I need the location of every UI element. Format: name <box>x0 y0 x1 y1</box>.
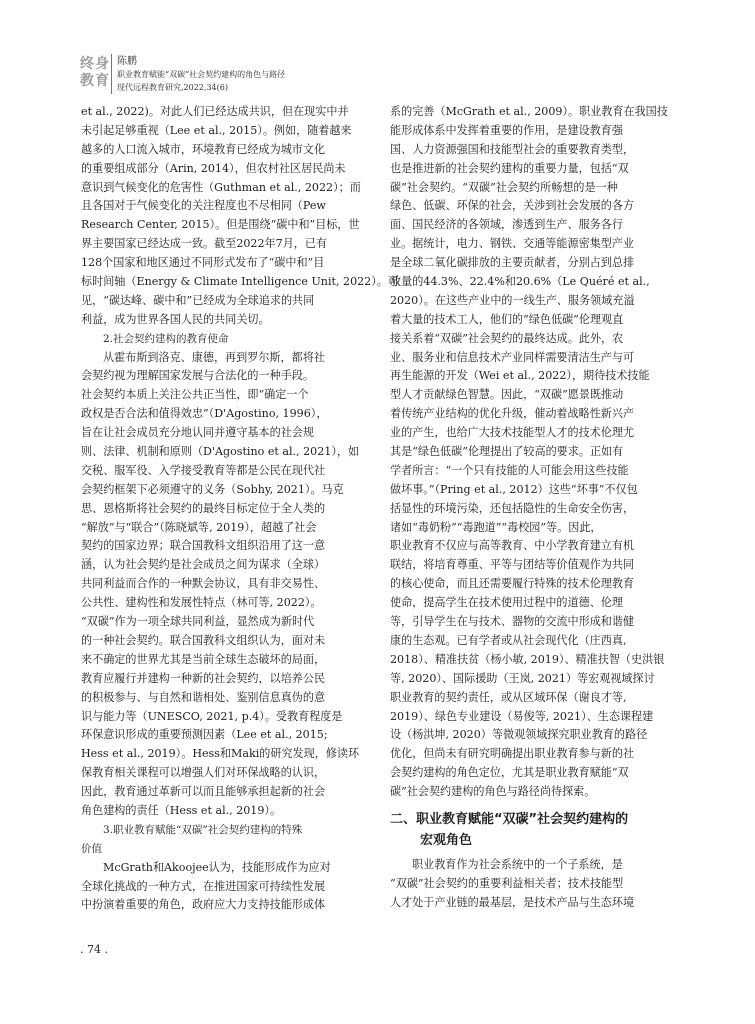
text-line: 识与能力等（UNESCO, 2021, p.4）。受教育程度是 <box>81 709 343 723</box>
text-line: 的积极参与、与自然和谐相处、鉴别信息真伪的意 <box>81 690 326 704</box>
text-line: “双碳”作为一项全球共同利益，显然成为新时代 <box>81 615 315 629</box>
text-line: 环保意识形成的重要预测因素（Lee et al., 2015; <box>81 728 328 742</box>
text-line: 使命，提高学生在技术使用过程中的道德、伦理 <box>390 596 623 610</box>
text-line: 交税、服军役、入学接受教育等都是公民在现代社 <box>81 463 326 477</box>
text-line: 角色建构的责任（Hess et al., 2019）。 <box>81 803 282 817</box>
text-line: 来不确定的世界尤其是当前全球生态破坏的局面， <box>81 652 326 666</box>
text-line: 2018）、精准扶贫（杨小敏, 2019）、精准扶智（史洪银 <box>390 652 665 666</box>
text-line: 3.职业教育赋能“双碳”社会契约建构的特殊 <box>103 823 303 836</box>
text-line: 也是推进新的社会契约建构的重要力量，包括“双 <box>390 161 629 175</box>
text-line: 2019）、绿色专业建设（易俊等, 2021）、生态课程建 <box>390 709 654 723</box>
text-line: 公共性、建构性和发展性特点（林可等, 2022）。 <box>81 596 322 610</box>
text-line: 标时间轴（Energy & Climate Intelligence Unit, 2022）。可 <box>81 275 399 289</box>
text-line: 旨在让社会成员充分地认同并遵守基本的社会规 <box>81 426 314 440</box>
logo-line-2: 教育 <box>80 73 110 89</box>
text-line: et al., 2022)。对此人们已经达成共识，但在现实中并 <box>81 105 349 118</box>
text-line: 系的完善（McGrath et al., 2009）。职业教育在我国技 <box>390 105 668 118</box>
author-name: 陈鹏 <box>117 56 137 67</box>
text-line: 碳”社会契约建构的角色与路径尚待探索。 <box>390 785 596 799</box>
text-line: 是全球二氧化碳排放的主要贡献者，分别占到总排 <box>390 256 635 270</box>
text-line: 涵，认为社会契约是社会成员之间为谋求（全球） <box>81 558 326 572</box>
text-line: 联结，将培育尊重、平等与团结等价值观作为共同 <box>390 558 635 572</box>
text-line: 保教育相关课程可以增强人们对环保战略的认识， <box>81 766 326 780</box>
text-line: 放量的44.3%、22.4%和20.6%（Le Quéré et al., <box>390 275 650 289</box>
text-line: 设（杨洪坤, 2020）等微观领域探究职业教育的路径 <box>390 728 648 742</box>
text-line: 共同利益而合作的一种默会协议，具有非交易性、 <box>81 577 326 591</box>
text-line: 会契约视为理解国家发展与合法化的一种手段。 <box>81 369 314 383</box>
text-line: 因此，教育通过革新可以而且能够承担起新的社会 <box>81 785 326 799</box>
text-line: 业、服务业和信息技术产业同样需要清洁生产与可 <box>390 350 635 364</box>
text-line: 界主要国家已经达成一致。截至2022年7月，已有 <box>81 237 328 251</box>
text-line: 利益，成为世界各国人民的共同关切。 <box>81 312 270 326</box>
text-line: 其是“绿色低碳”伦理提出了较高的要求。正如有 <box>390 445 624 459</box>
text-line: 做坏事。”（Pring et al., 2012）这些“坏事”不仅包 <box>390 482 638 496</box>
text-line: 括显性的环境污染，还包括隐性的生命安全伤害， <box>390 501 635 515</box>
text-line: 学者所言：“一个只有技能的人可能会用这些技能 <box>390 463 629 477</box>
text-line: 未引起足够重视（Lee et al., 2015）。例如，随着越来 <box>81 123 352 137</box>
text-line: 国、人力资源强国和技能型社会的重要教育类型， <box>390 142 635 156</box>
text-line: 人才处于产业链的最基层，是技术产品与生态环境 <box>390 895 635 909</box>
page-number: . 74 . <box>80 943 108 956</box>
right-column-body-bottom <box>390 856 672 913</box>
text-line: Hess et al., 2019）。Hess和Maki的研究发现，修读环 <box>81 747 360 761</box>
text-line: 能形成体系中发挥着重要的作用，是建设教育强 <box>390 123 623 137</box>
text-line: 型人才贡献绿色智慧。因此，“双碳”愿景既推动 <box>390 388 624 402</box>
text-line: 契约的国家边界；联合国教科文组织沿用了这一意 <box>81 539 326 553</box>
text-line: 2020）。在这些产业中的一线生产、服务领域充溢 <box>390 293 635 307</box>
section-heading <box>390 809 672 851</box>
text-line: 接关系着“双碳”社会契约的最终达成。此外，农 <box>390 331 624 345</box>
text-line: 会契约建构的角色定位，尤其是职业教育赋能“双 <box>390 766 629 780</box>
text-line: 意识到气候变化的危害性（Guthman et al., 2022）；而 <box>81 180 361 194</box>
article-title: 职业教育赋能“双碳”社会契约建构的角色与路径 <box>117 70 286 79</box>
text-line: 全球化挑战的一种方式，在推进国家可持续性发展 <box>81 879 326 893</box>
text-line: 教育应履行并建构一种新的社会契约，以培养公民 <box>81 671 326 685</box>
text-line: Research Center, 2015）。但是围绕“碳中和”目标，世 <box>81 218 360 232</box>
text-line: 职业教育不仅应与高等教育、中小学教育建立有机 <box>390 539 635 553</box>
right-column-body-top <box>390 103 672 802</box>
text-line: 优化，但尚未有研究明确提出职业教育参与新的社 <box>390 747 635 761</box>
text-line: 政权是否合法和值得效忠”（D'Agostino, 1996）， <box>81 407 328 421</box>
text-line: 碳”社会契约。“双碳”社会契约所畅想的是一种 <box>390 180 618 194</box>
text-line: 着传统产业结构的优化升级，催动着战略性新兴产 <box>390 407 635 421</box>
text-line: 社会契约本质上关注公共正当性，即“确定一个 <box>81 388 309 402</box>
text-line: 等，引导学生在与技术、器物的交流中形成和谐健 <box>390 615 635 629</box>
right-column <box>390 103 672 913</box>
text-line: 128个国家和地区通过不同形式发布了“碳中和”目 <box>81 256 325 270</box>
journal-logo <box>80 56 110 90</box>
text-line: McGrath和Akoojee认为，技能形成作为应对 <box>103 860 331 874</box>
page-header <box>0 0 755 98</box>
text-line: 面、国民经济的各领域，渗透到生产、服务各行 <box>390 218 623 232</box>
text-line: 业的产生，也给广大技术技能型人才的技术伦理尤 <box>390 426 635 440</box>
text-line: 2.社会契约建构的教育使命 <box>103 332 229 345</box>
header-divider <box>111 54 112 94</box>
text-line: 职业教育的契约责任，或从区域环保（谢良才等, <box>390 690 627 704</box>
text-line: 康的生态观。已有学者或从社会现代化（庄西真, <box>390 633 627 647</box>
text-line: “解放”与“联合”（陈晓斌等, 2019），超越了社会 <box>81 520 317 534</box>
text-line: 则、法律、机制和原则（D'Agostino et al., 2021），如 <box>81 445 360 459</box>
header-info <box>117 55 285 94</box>
logo-line-1: 终身 <box>80 56 110 72</box>
text-line: 从霍布斯到洛克、康德，再到罗尔斯，都将社 <box>103 350 325 364</box>
text-line: 且各国对于气候变化的关注程度也不尽相同（Pew <box>81 199 326 213</box>
text-line: 绿色、低碳、环保的社会，关涉到社会发展的各方 <box>390 199 635 213</box>
text-line: 诸如“毒奶粉”“毒跑道”“毒校园”等。因此， <box>390 520 602 534</box>
journal-citation: 现代远程教育研究,2022,34(6) <box>117 83 228 92</box>
text-line: 职业教育作为社会系统中的一个子系统，是 <box>412 857 623 871</box>
text-line: 中扮演着重要的角色，政府应大力支持技能形成体 <box>81 898 326 912</box>
text-line: 会契约框架下必须遵守的义务（Sobhy, 2021）。马克 <box>81 482 344 496</box>
text-line: 思、恩格斯将社会契约的最终目标定位于全人类的 <box>81 501 326 515</box>
text-line: 的一种社会契约。联合国教科文组织认为，面对未 <box>81 633 326 647</box>
text-line: 的重要组成部分（Arin, 2014），但农村社区居民尚未 <box>81 161 346 175</box>
left-column <box>81 103 399 915</box>
text-line: 见，“碳达峰、碳中和”已经成为全球追求的共同 <box>81 293 315 307</box>
text-line: 业。据统计，电力、钢铁、交通等能源密集型产业 <box>390 237 635 251</box>
text-line: “双碳”社会契约的重要利益相关者；技术技能型 <box>390 876 624 890</box>
text-line: 着大量的技术工人，他们的“绿色低碳”伦理观直 <box>390 312 624 326</box>
section-heading-line-1: 二、职业教育赋能“双碳”社会契约建构的 <box>390 811 629 827</box>
text-line: 越多的人口流入城市，环境教育已经成为城市文化 <box>81 142 326 156</box>
section-heading-line-2: 宏观角色 <box>420 832 473 848</box>
text-line: 价值 <box>81 842 102 855</box>
text-line: 的核心使命，而且还需要履行特殊的技术伦理教育 <box>390 577 635 591</box>
text-line: 再生能源的开发（Wei et al., 2022），期待技术技能 <box>390 369 650 383</box>
text-line: 等, 2020）、国际援助（王岚, 2021）等宏观视域探讨 <box>390 671 655 685</box>
